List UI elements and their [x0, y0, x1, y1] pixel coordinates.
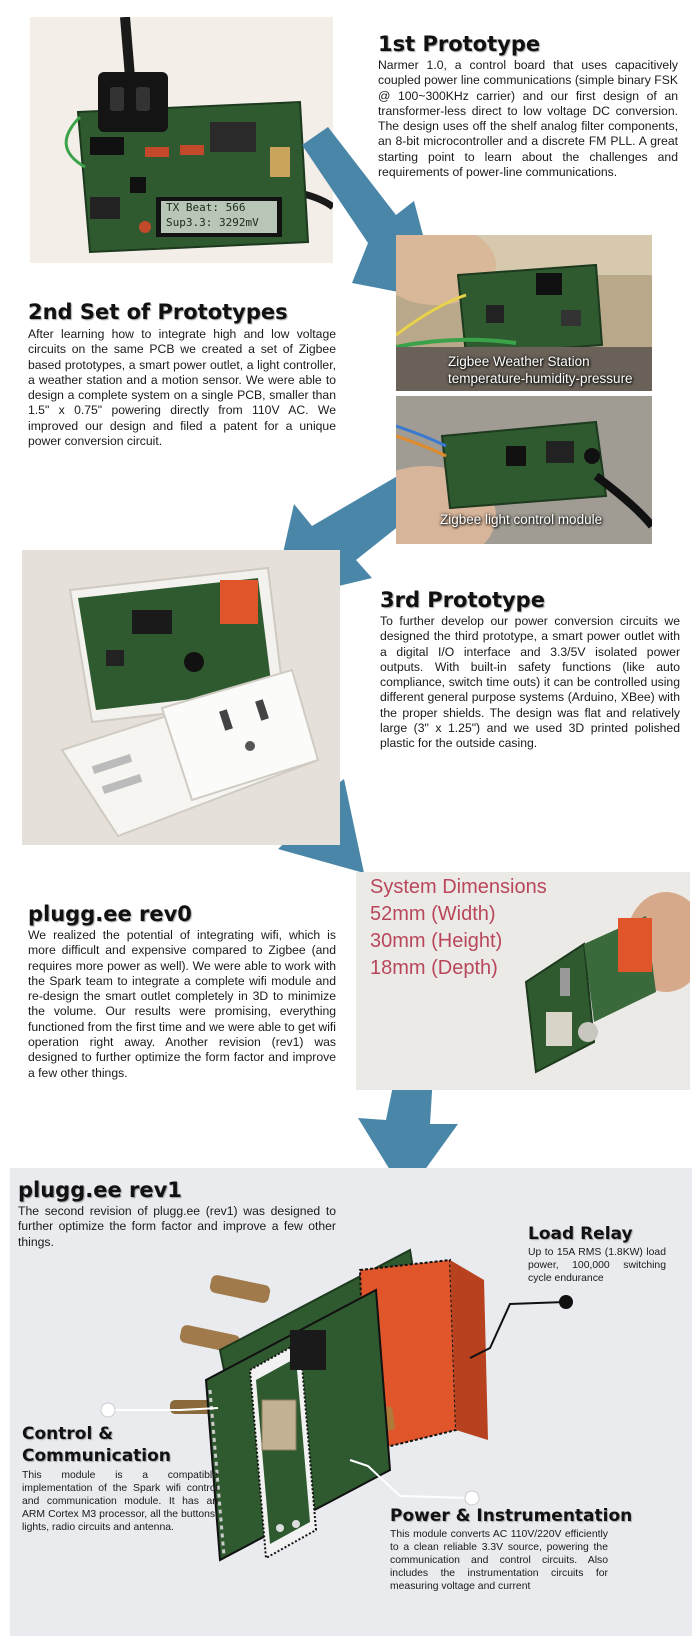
dims-title: System Dimensions: [370, 876, 547, 898]
control-title-line-2: Communication: [22, 1446, 171, 1466]
load-relay-title: Load Relay: [528, 1224, 633, 1244]
load-relay-description: Up to 15A RMS (1.8KW) load power, 100,000 switching cycle endurance: [528, 1247, 666, 1284]
power-description: This module converts AC 110V/220V efficiently to a clean reliable 3.3V source, powering the communication and control circuits. Also includes the instrumentation circuits for measuring voltage and current: [390, 1529, 608, 1592]
rev0-description: We realized the potential of integrating wifi, which is more difficult and expensive compared to Zigbee (and requires more power as well). We were able to work with the Spark team to integrate a complete wifi module and re-design the smart outlet completely in 3D to minimize the volume. Our results were promising, everything functioned from the first time and we were able to get wifi operation right away. Another revision (rev1) was designed to further optimize the form factor and improve a few other things.: [28, 928, 336, 1080]
rev0-title: plugg.ee rev0: [28, 902, 192, 926]
weather-station-caption-2: temperature-humidity-pressure: [448, 371, 633, 386]
control-description: This module is a compatible implementation of the Spark wifi control and communication module. It has an ARM Cortex M3 processor, all the buttons, lights, radio circuits and antenna.: [22, 1470, 218, 1533]
lcd-line-2: Sup3.3: 3292mV: [166, 216, 259, 229]
weather-station-caption-1: Zigbee Weather Station: [448, 354, 590, 369]
lcd-line-1: TX Beat: 566: [166, 201, 246, 214]
prototype2-title: 2nd Set of Prototypes: [28, 300, 288, 324]
dims-height: 30mm (Height): [370, 930, 503, 952]
prototype2-description: After learning how to integrate high and low voltage circuits on the same PCB we created a set of Zigbee based prototypes, a smart power outlet, a light controller, a weather station and a motion sensor. We were able to design a complete system on a single PCB, smaller than 1.5" x 0.75" powering directly from 110V AC. We improved our design and filed a patent for a unique power conversion circuit.: [28, 327, 336, 449]
prototype3-description: To further develop our power conversion circuits we designed the third prototype, a smart power outlet with a digital I/O interface and 3.3/5V isolated power outputs. With built-in safety functions (like auto compliance, switch time outs) it can be controlled using different general purpose systems (Arduino, XBee) with the proper shields. The design was flat and relatively large (3" x 1.25") and we used 3D printed polished plastic for the outside casing.: [380, 614, 680, 751]
light-control-photo: [396, 396, 652, 544]
prototype3-title: 3rd Prototype: [380, 588, 545, 612]
prototype1-description: Narmer 1.0, a control board that uses capacitively coupled power line communications (simple binary FSK @ 100~300KHz carrier) and our first design of an transformer-less direct to low voltage DC conversion. The design uses off the shelf analog filter components, an 8-bit microcontroller and a discrete FM PLL. A great starting point to learn about the challenges and requirements of power-line communications.: [378, 58, 678, 180]
light-control-caption: Zigbee light control module: [440, 512, 603, 527]
prototype1-title: 1st Prototype: [378, 32, 541, 56]
dims-width: 52mm (Width): [370, 903, 496, 925]
prototype3-photo: [22, 550, 340, 845]
weather-station-photo: [396, 235, 652, 391]
control-title-line-1: Control &: [22, 1424, 114, 1444]
rev0-photo: [356, 872, 690, 1090]
power-title: Power & Instrumentation: [390, 1506, 633, 1526]
rev1-title: plugg.ee rev1: [18, 1178, 182, 1202]
rev1-description: The second revision of plugg.ee (rev1) was designed to further optimize the form factor and improve a few other things.: [18, 1204, 336, 1249]
prototype1-photo: [30, 17, 333, 263]
dims-depth: 18mm (Depth): [370, 957, 498, 979]
